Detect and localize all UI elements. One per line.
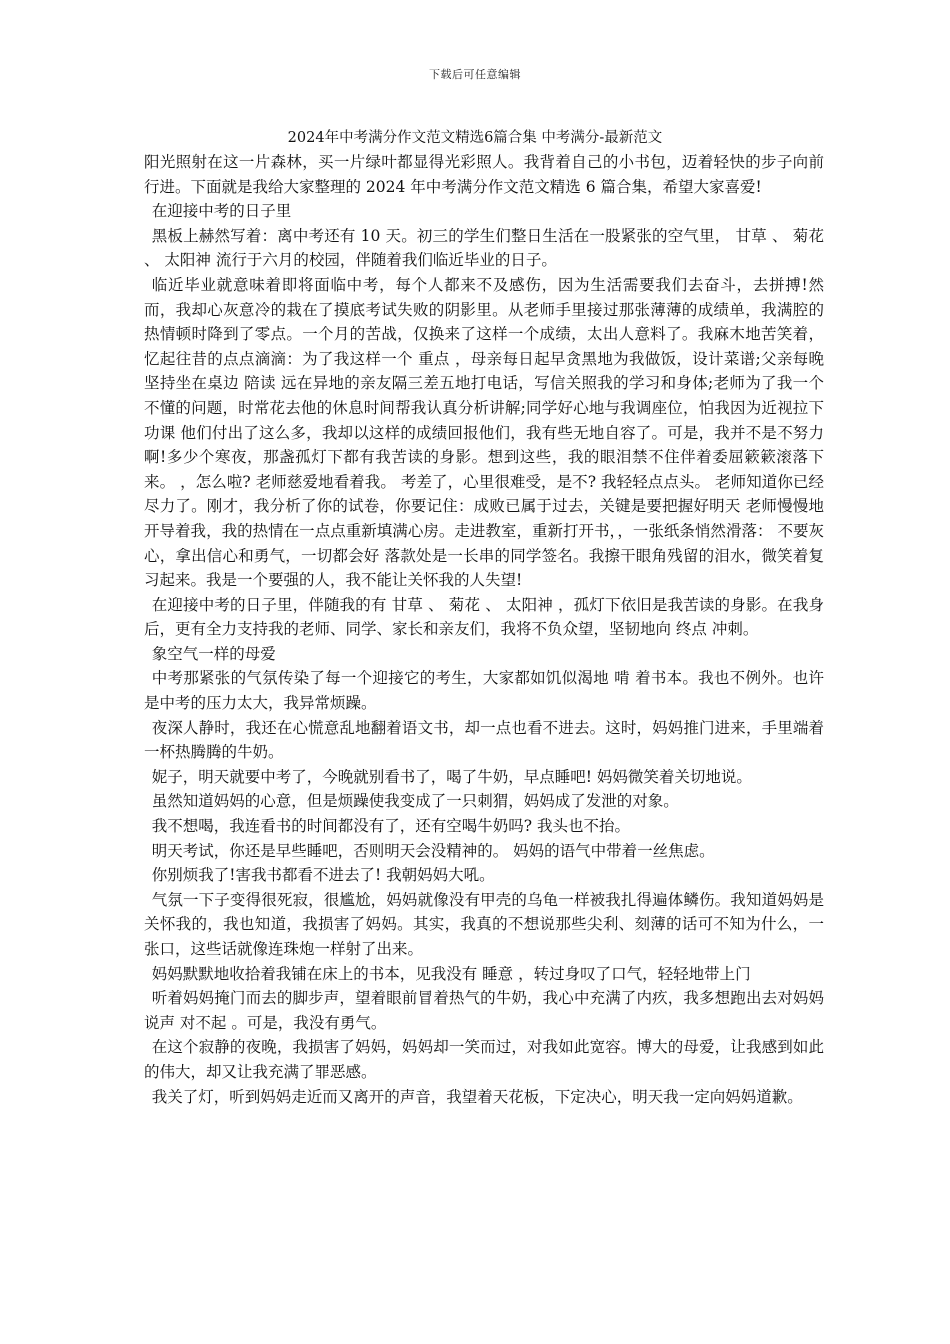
body-paragraph: 气氛一下子变得很死寂，很尴尬，妈妈就像没有甲壳的乌龟一样被我扎得遍体鳞伤。我知道妈妈是关怀我的，我也知道，我损害了妈妈。其实，我真的不想说那些尖利、刻薄的话可不知为什么，一张口，这些话就像连珠炮一样射了出来。 [144, 890, 824, 958]
body-paragraph: 在迎接中考的日子里，伴随我的有 甘草 、 菊花 、 太阳神 ，孤灯下依旧是我苦读的身影。在我身后，更有全力支持我的老师、同学、家长和亲友们，我将不负众望，坚韧地向 终点 冲刺。 [144, 595, 824, 639]
body-paragraph: 在这个寂静的夜晚，我损害了妈妈，妈妈却一笑而过，对我如此宽容。博大的母爱，让我感到如此的伟大，却又让我充满了罪恶感。 [144, 1038, 824, 1081]
document-title: 2024年中考满分作文范文精选6篇合集 中考满分-最新范文 [287, 130, 663, 146]
body-paragraph: 夜深人静时，我还在心慌意乱地翻着语文书，却一点也看不进去。这时，妈妈推门进来，手里端着一杯热腾腾的牛奶。 [144, 718, 824, 762]
section-heading: 在迎接中考的日子里 [151, 202, 292, 221]
body-paragraph: 虽然知道妈妈的心意，但是烦躁使我变成了一只刺猬，妈妈成了发泄的对象。 [151, 792, 679, 811]
body-paragraph: 中考那紧张的气氛传染了每一个迎接它的考生，大家都如饥似渴地 啃 着书本。我也不例外。也许是中考的压力太大，我异常烦躁。 [144, 669, 824, 713]
body-paragraph: 你别烦我了!害我书都看不进去了! 我朝妈妈大吼。 [151, 866, 495, 885]
body-paragraph: 临近毕业就意味着即将面临中考，每个人都来不及感伤，因为生活需要我们去奋斗，去拼搏!然而，我却心灰意冷的栽在了摸底考试失败的阴影里。从老师手里接过那张薄薄的成绩单，我满腔的热情顿时降到了零点。一个月的苦战，仅换来了这样一个成绩，太出人意料了。我麻木地苦笑着，忆起往昔的点点滴滴：为了我这样一个 重点 ，母亲每日起早贪黑地为我做饭，设计菜谱;父亲每晚坚持坐在桌边 陪读 远在异地的亲友隔三差五地打电话，写信关照我的学习和身体;老师为了我一个不懂的问题，时常花去他的休息时间帮我认真分析讲解;同学好心地与我调座位，怕我因为近视拉下功课 他们付出了这么多，我却以这样的成绩回报他们，我有些无地自容了。可是，我并不是不努力啊!多少个寒夜，那盏孤灯下都有我苦读的身影。想到这些，我的眼泪禁不住伴着委屈簌簌滚落下来。 ，怎么啦? 老师慈爱地看着我。 考差了，心里很难受，是不? 我轻轻点点头。 老师知道你已经尽力了。刚才，我分析了你的试卷，你要记住：成败已属于过去，关键是要把握好明天 老师慢慢地开导着我，我的热情在一点点重新填满心房。走进教室，重新打开书，，一张纸条悄然滑落： 不要灰心，拿出信心和勇气，一切都会好 落款处是一长串的同学签名。我擦干眼角残留的泪水，微笑着复习起来。我是一个要强的人，我不能让关怀我的人失望! [144, 275, 824, 590]
body-paragraph: 我关了灯，听到妈妈走近而又离开的声音，我望着天花板，下定决心，明天我一定向妈妈道歉。 [151, 1087, 803, 1106]
body-paragraph: 妈妈默默地收拾着我铺在床上的书本，见我没有 睡意 ，转过身叹了口气，轻轻地带上门 [151, 964, 751, 983]
body-paragraph: 听着妈妈掩门而去的脚步声，望着眼前冒着热气的牛奶，我心中充满了内疚，我多想跑出去对妈妈说声 对不起 。可是，我没有勇气。 [144, 989, 824, 1032]
document-body [144, 150, 824, 1109]
intro-paragraph: 阳光照射在这一片森林，买一片绿叶都显得光彩照人。我背着自己的小书包，迈着轻快的步子向前行进。下面就是我给大家整理的 2024 年中考满分作文范文精选 6 篇合集，希望大家喜爱! [144, 153, 824, 196]
body-paragraph: 黑板上赫然写着：离中考还有 10 天。初三的学生们整日生活在一股紧张的空气里， 甘草 、 菊花 、 太阳神 流行于六月的校园，伴随着我们临近毕业的日子。 [144, 226, 824, 270]
body-paragraph: 妮子，明天就要中考了，今晚就别看书了，喝了牛奶，早点睡吧! 妈妈微笑着关切地说。 [151, 767, 752, 786]
body-paragraph: 明天考试，你还是早些睡吧，否则明天会没精神的。 妈妈的语气中带着一丝焦虑。 [151, 841, 715, 860]
body-paragraph: 我不想喝，我连看书的时间都没有了，还有空喝牛奶吗? 我头也不抬。 [151, 817, 630, 836]
header-note: 下载后可任意编辑 [429, 68, 521, 81]
section-heading: 象空气一样的母爱 [151, 644, 276, 663]
